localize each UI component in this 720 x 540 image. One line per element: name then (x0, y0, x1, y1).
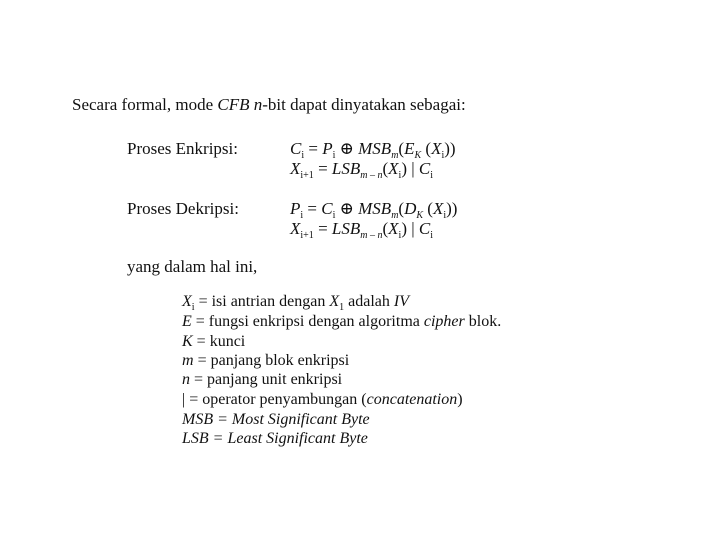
definition-xi: $X_i$ = isi antrian dengan $X_1$ adalah IV (182, 293, 409, 313)
decryption-equation-1: $P_i = C_i$ ⊕ $MSB_m(D_K$ $(X_i)$) (290, 199, 458, 221)
encryption-equation-1: $C_i = P_i$ ⊕ $MSB_m(E_K$ $(X_i)$) (290, 139, 456, 161)
definition-msb: MSB = Most Significant Byte (182, 411, 370, 428)
intro-text-before: Secara formal, mode (72, 95, 218, 114)
definition-m: m = panjang blok enkripsi (182, 352, 350, 369)
definition-lsb: LSB = Least Significant Byte (182, 430, 368, 447)
encryption-label: Proses Enkripsi: (127, 139, 238, 158)
decryption-label: Proses Dekripsi: (127, 199, 239, 218)
definition-k: K = kunci (182, 333, 246, 350)
intro-text-after: -bit dapat dinyatakan sebagai: (262, 95, 466, 114)
where-line: yang dalam hal ini, (127, 257, 258, 276)
intro-mode: CFB n (217, 95, 263, 114)
definition-concat: | = operator penyambungan (concatenation) (182, 391, 463, 408)
definition-e: E = fungsi enkripsi dengan algoritma cipher blok. (182, 313, 502, 330)
intro-line (72, 96, 466, 113)
encryption-equation-2: $X_{i+1} = LSB_{m - n}(X_i)$ | $C_i$ (290, 159, 434, 181)
definition-n: n = panjang unit enkripsi (182, 371, 343, 388)
decryption-equation-2: $X_{i+1} = LSB_{m - n}(X_i)$ | $C_i$ (290, 219, 434, 241)
